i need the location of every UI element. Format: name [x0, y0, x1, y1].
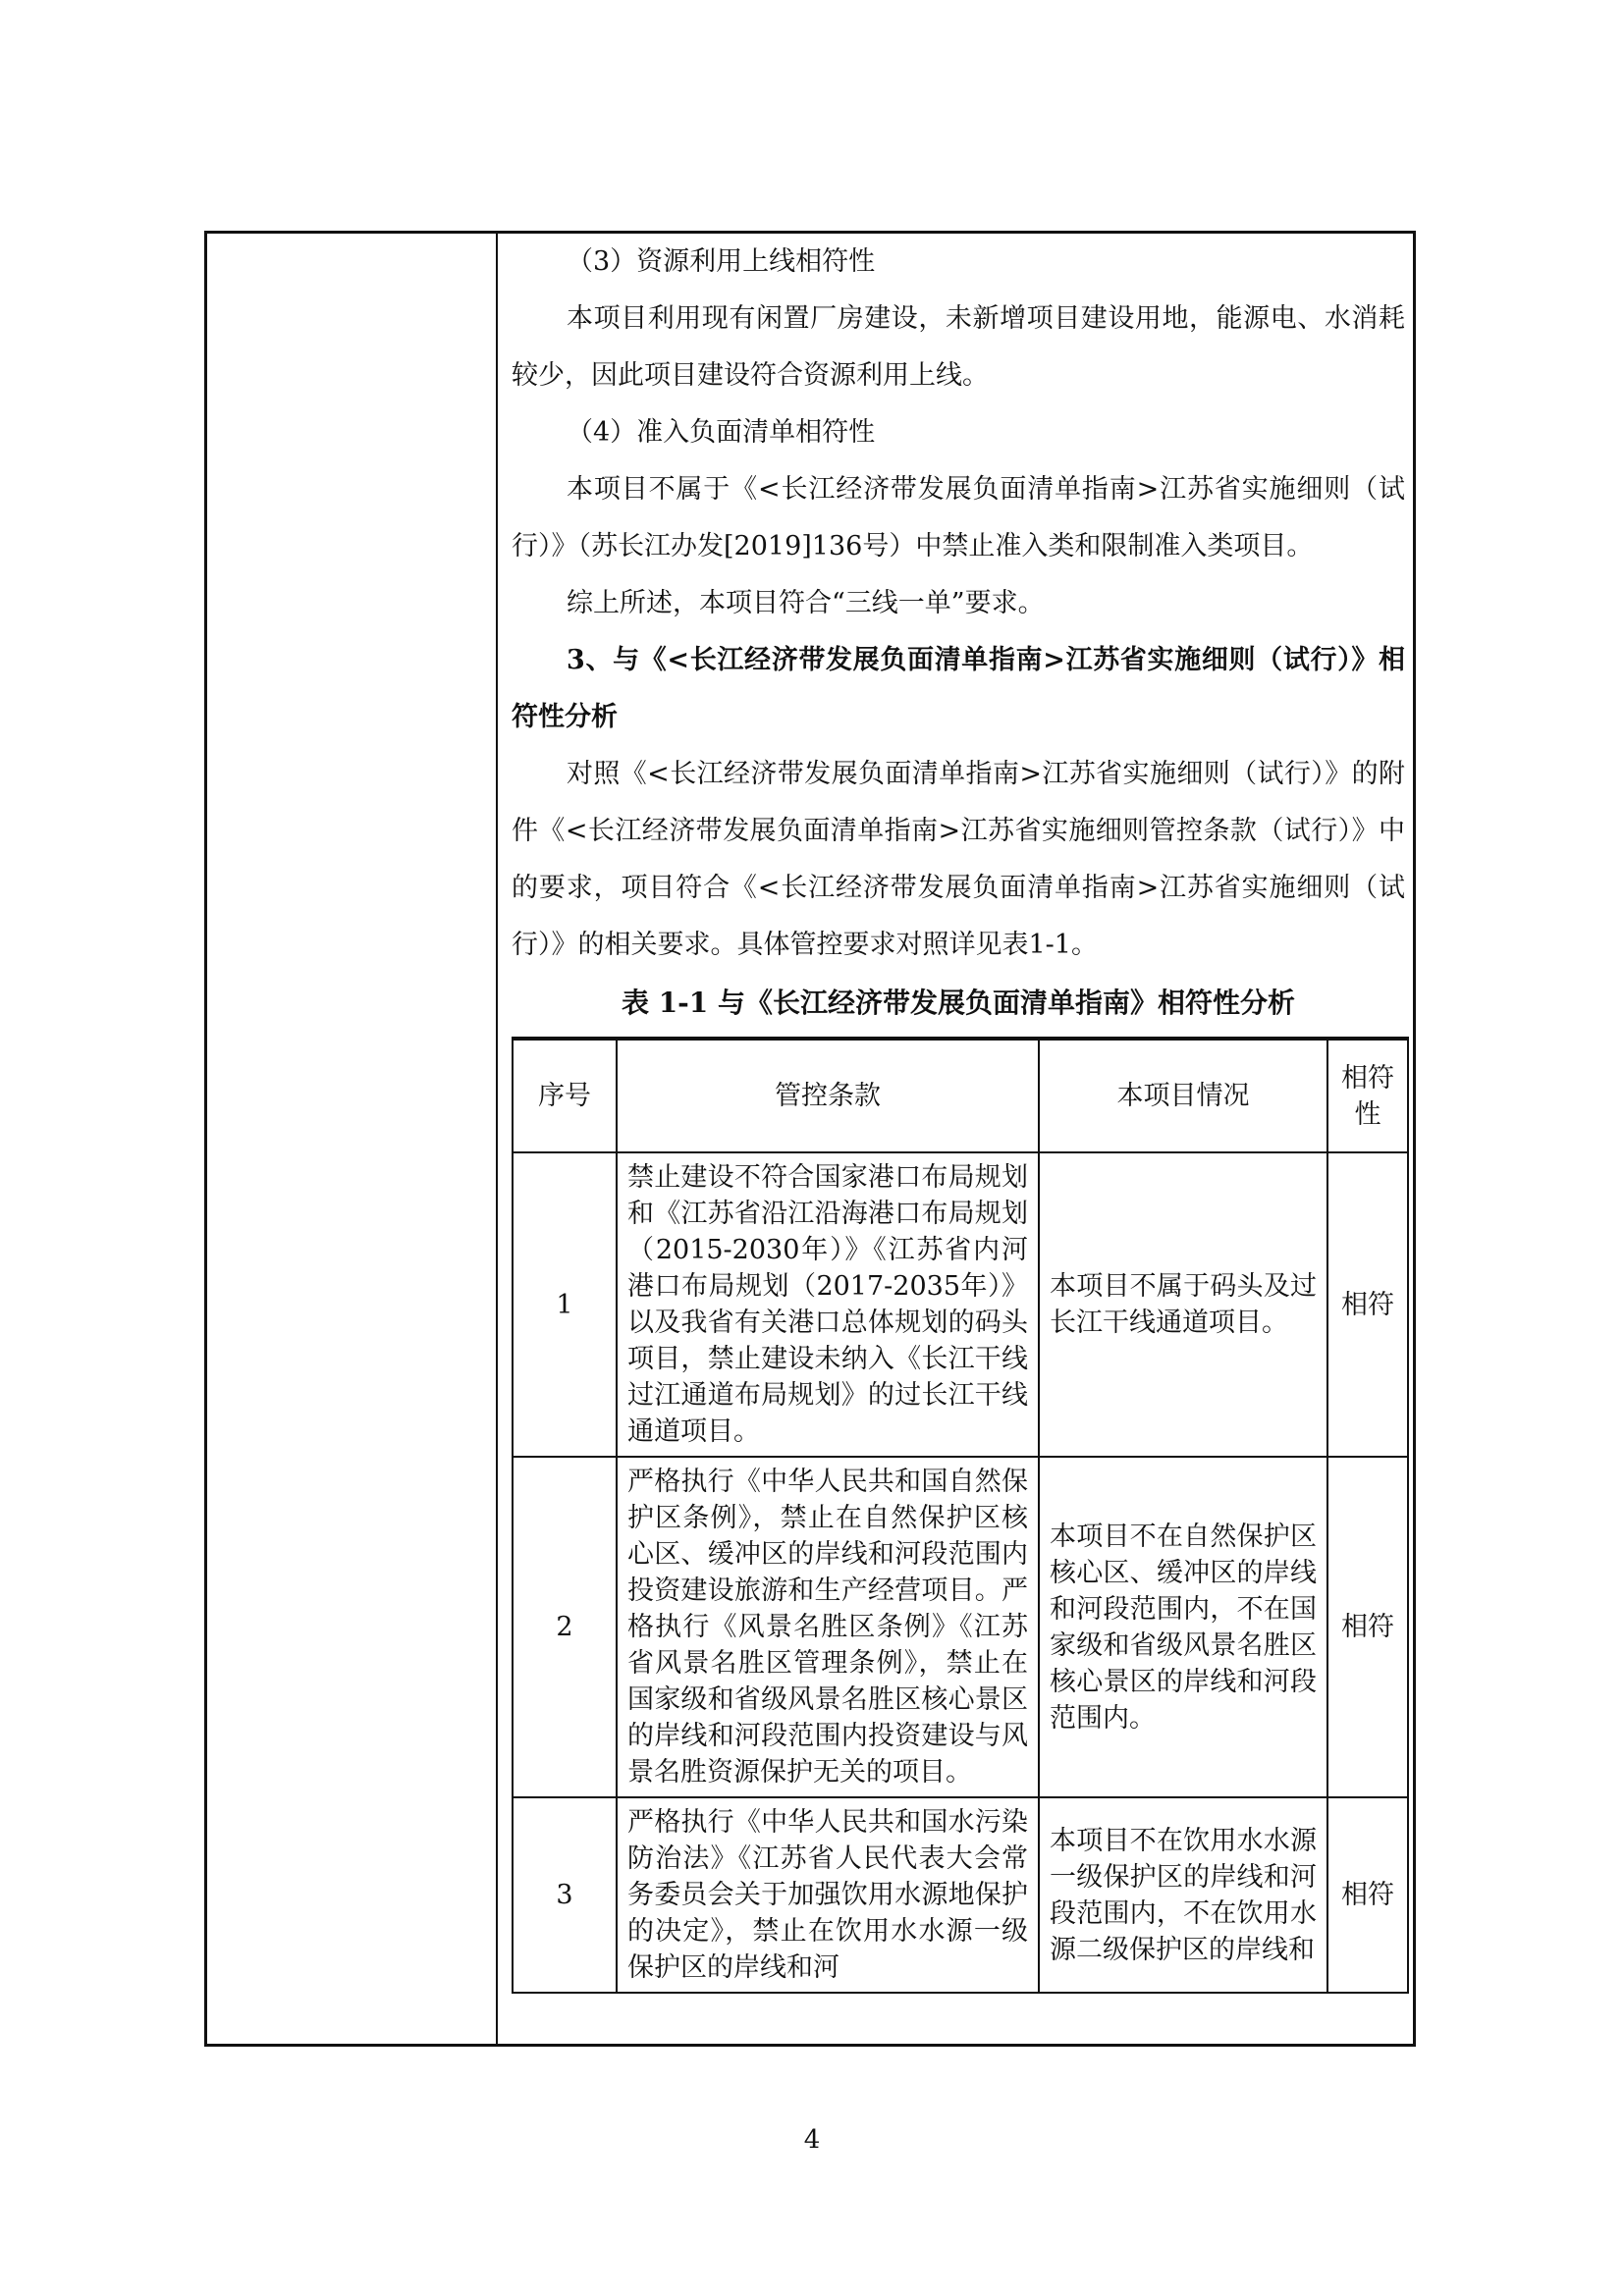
- table-row: [513, 1797, 1408, 1993]
- header-compliance: 相符性: [1327, 1039, 1408, 1152]
- row-clause: 严格执行《中华人民共和国水污染防治法》《江苏省人民代表大会常务委员会关于加强饮用水源地保护的决定》，禁止在饮用水水源一级保护区的岸线和河: [617, 1797, 1039, 1993]
- row-situation: 本项目不在自然保护区核心区、缓冲区的岸线和河段范围内，不在国家级和省级风景名胜区核心景区的岸线和河段范围内。: [1039, 1457, 1327, 1797]
- row-clause: 严格执行《中华人民共和国自然保护区条例》，禁止在自然保护区核心区、缓冲区的岸线和河段范围内投资建设旅游和生产经营项目。严格执行《风景名胜区条例》《江苏省风景名胜区管理条例》，禁止在国家级和省级风景名胜区核心景区的岸线和河段范围内投资建设与风景名胜资源保护无关的项目。: [617, 1457, 1039, 1797]
- row-clause: 禁止建设不符合国家港口布局规划和《江苏省沿江沿海港口布局规划（2015-2030年）》《江苏省内河港口布局规划（2017-2035年）》以及我省有关港口总体规划的码头项目，禁止建设未纳入《长江干线过江通道布局规划》的过长江干线通道项目。: [617, 1152, 1039, 1457]
- compliance-table: [512, 1037, 1409, 1994]
- paragraph-resource-heading: （3）资源利用上线相符性: [567, 246, 876, 277]
- page-number: 4: [803, 2125, 821, 2155]
- row-no: 2: [513, 1457, 617, 1797]
- row-no: 1: [513, 1152, 617, 1457]
- paragraph-summary: 综上所述，本项目符合“三线一单”要求。: [567, 588, 1045, 618]
- row-situation: 本项目不属于码头及过长江干线通道项目。: [1039, 1152, 1327, 1457]
- paragraph-resource-body: 本项目利用现有闲置厂房建设，未新增项目建设用地，能源电、水消耗较少，因此项目建设符合资源利用上线。: [512, 303, 1405, 391]
- table-caption: 表 1-1 与《长江经济带发展负面清单指南》相符性分析: [621, 987, 1296, 1019]
- section-heading-3: 3、与《<长江经济带发展负面清单指南>江苏省实施细则（试行）》相符性分析: [512, 645, 1405, 732]
- paragraph-negative-list-heading: （4）准入负面清单相符性: [567, 417, 876, 448]
- header-no: 序号: [513, 1039, 617, 1152]
- table-row: [513, 1152, 1408, 1457]
- header-clause: 管控条款: [617, 1039, 1039, 1152]
- row-compliance: 相符: [1327, 1797, 1408, 1993]
- row-compliance: 相符: [1327, 1457, 1408, 1797]
- row-no: 3: [513, 1797, 617, 1993]
- table-row: [513, 1457, 1408, 1797]
- header-situation: 本项目情况: [1039, 1039, 1327, 1152]
- row-situation: 本项目不在饮用水水源一级保护区的岸线和河段范围内，不在饮用水源二级保护区的岸线和: [1039, 1797, 1327, 1993]
- left-label-column: [207, 234, 498, 2044]
- paragraph-comparison: 对照《<长江经济带发展负面清单指南>江苏省实施细则（试行）》的附件《<长江经济带发展负面清单指南>江苏省实施细则管控条款（试行）》中的要求，项目符合《<长江经济带发展负面清单指南>江苏省实施细则（试行）》的相关要求。具体管控要求对照详见表1-1。: [512, 759, 1405, 960]
- content-cell: [512, 234, 1405, 1033]
- row-compliance: 相符: [1327, 1152, 1408, 1457]
- table-header-row: [513, 1039, 1408, 1152]
- paragraph-negative-list-body: 本项目不属于《<长江经济带发展负面清单指南>江苏省实施细则（试行）》（苏长江办发[2019]136号）中禁止准入类和限制准入类项目。: [512, 474, 1405, 561]
- form-frame: [204, 231, 1416, 2047]
